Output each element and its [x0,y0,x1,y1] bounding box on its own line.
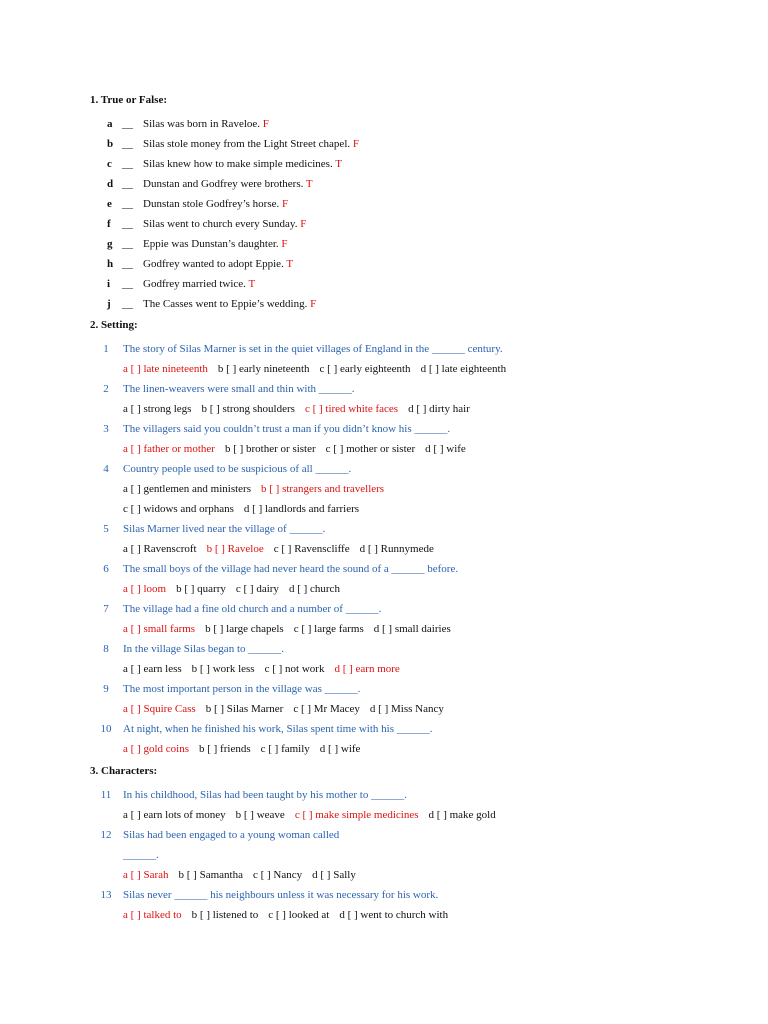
tf-letter: f [107,218,111,230]
question-number: 11 [100,789,112,801]
answer-option[interactable]: d [ ] Miss Nancy [369,703,444,715]
question-number: 1 [103,343,109,355]
options-row [123,443,476,455]
question-number: 2 [103,383,109,395]
question-text: The small boys of the village had never heard the sound of a ______ before. [123,563,459,575]
answer-option[interactable]: a [ ] Squire Cass [123,703,196,715]
answer-blank: __ [122,198,133,210]
tf-answer: F [282,198,289,210]
options-row [123,503,369,515]
question-text: The most important person in the village was ______. [123,683,361,695]
answer-option[interactable]: b [ ] Raveloe [206,543,264,555]
answer-option[interactable]: c [ ] Mr Macey [293,703,360,715]
options-row [123,909,458,921]
answer-option[interactable]: d [ ] small dairies [373,623,451,635]
section-title-true-false: 1. True or False: [90,94,167,106]
answer-option[interactable]: d [ ] Runnymede [359,543,434,555]
options-row [123,363,516,375]
answer-option[interactable]: c [ ] Ravenscliffe [273,543,350,555]
question-number: 3 [103,423,109,435]
question-text: In his childhood, Silas had been taught by his mother to ______. [123,789,407,801]
answer-option[interactable]: a [ ] talked to [123,909,182,921]
answer-blank: __ [122,298,133,310]
answer-option[interactable]: b [ ] brother or sister [224,443,316,455]
answer-option[interactable]: a [ ] Sarah [123,869,169,881]
answer-option[interactable]: d [ ] late eighteenth [420,363,507,375]
tf-letter: g [107,238,113,250]
answer-option[interactable]: a [ ] gold coins [123,743,189,755]
answer-option[interactable]: a [ ] strong legs [123,403,192,415]
question-text: The villagers said you couldn’t trust a man if you didn’t know his ______. [123,423,451,435]
answer-option[interactable]: d [ ] Sally [312,869,356,881]
answer-option[interactable]: c [ ] make simple medicines [294,809,419,821]
question-number: 12 [100,829,112,841]
answer-blank: __ [122,158,133,170]
tf-letter: c [107,158,112,170]
answer-option[interactable]: d [ ] church [288,583,340,595]
options-row [123,403,480,415]
answer-option[interactable]: b [ ] quarry [176,583,226,595]
tf-letter: a [107,118,113,130]
tf-letter: i [107,278,111,290]
tf-statement: Silas went to church every Sunday. F [143,218,307,230]
answer-option[interactable]: a [ ] loom [123,583,167,595]
answer-option[interactable]: c [ ] widows and orphans [123,503,234,515]
tf-letter: e [107,198,112,210]
options-row [123,743,370,755]
question-text: ______. [123,849,159,861]
answer-option[interactable]: b [ ] strangers and travellers [261,483,385,495]
tf-answer: T [248,278,256,290]
answer-option[interactable]: d [ ] went to church with [339,909,449,921]
answer-option[interactable]: b [ ] strong shoulders [201,403,295,415]
question-text: Country people used to be suspicious of all ______. [123,463,352,475]
answer-option[interactable]: a [ ] earn lots of money [123,809,226,821]
answer-blank: __ [122,118,133,130]
tf-answer: F [262,118,269,130]
answer-option[interactable]: a [ ] earn less [123,663,182,675]
tf-statement: Eppie was Dunstan’s daughter. F [143,238,288,250]
question-number: 7 [103,603,109,615]
answer-option[interactable]: a [ ] gentlemen and ministers [123,483,251,495]
tf-statement: Silas was born in Raveloe. F [143,118,269,130]
answer-option[interactable]: c [ ] tired white faces [304,403,399,415]
answer-option[interactable]: a [ ] father or mother [123,443,215,455]
answer-option[interactable]: c [ ] family [260,743,310,755]
tf-answer: T [305,178,313,190]
tf-letter: b [107,138,114,150]
tf-statement: Dunstan and Godfrey were brothers. T [143,178,313,190]
question-text: The village had a fine old church and a number of ______. [123,603,382,615]
options-row [123,583,350,595]
answer-option[interactable]: b [ ] Samantha [178,869,243,881]
answer-option[interactable]: d [ ] landlords and farriers [243,503,360,515]
answer-option[interactable]: c [ ] not work [264,663,325,675]
section-title-setting: 2. Setting: [90,319,138,331]
answer-blank: __ [122,138,133,150]
question-number: 13 [100,889,112,901]
tf-statement: The Casses went to Eppie’s wedding. F [143,298,317,310]
tf-statement: Silas stole money from the Light Street chapel. F [143,138,359,150]
options-row [123,703,454,715]
question-text: In the village Silas began to ______. [123,643,284,655]
answer-option[interactable]: c [ ] looked at [268,909,330,921]
options-row [123,623,461,635]
question-number: 6 [103,563,109,575]
section-title-characters: 3. Characters: [90,765,158,777]
answer-option[interactable]: b [ ] early nineteenth [217,363,310,375]
question-text: The linen-weavers were small and thin with ______. [123,383,355,395]
options-row [123,809,506,821]
answer-option[interactable]: c [ ] large farms [293,623,364,635]
answer-option[interactable]: d [ ] dirty hair [408,403,470,415]
answer-option[interactable]: b [ ] Silas Marner [205,703,284,715]
answer-option[interactable]: d [ ] wife [319,743,361,755]
answer-option[interactable]: c [ ] Nancy [252,869,303,881]
tf-answer: F [300,218,307,230]
tf-statement: Dunstan stole Godfrey’s horse. F [143,198,289,210]
answer-option[interactable]: d [ ] earn more [334,663,400,675]
answer-option[interactable]: b [ ] large chapels [205,623,284,635]
tf-letter: d [107,178,114,190]
answer-option[interactable]: b [ ] listened to [191,909,259,921]
answer-option[interactable]: d [ ] make gold [428,809,496,821]
question-text: Silas never ______ his neighbours unless it was necessary for his work. [123,889,439,901]
tf-answer: T [286,258,294,270]
options-row [123,543,444,555]
tf-letter: h [107,258,114,270]
question-number: 4 [103,463,109,475]
options-row [123,483,394,495]
answer-option[interactable]: b [ ] work less [191,663,255,675]
question-number: 8 [103,643,109,655]
question-text: Silas Marner lived near the village of ______. [123,523,326,535]
question-text: At night, when he finished his work, Silas spent time with his ______. [123,723,433,735]
answer-option[interactable]: a [ ] late nineteenth [123,363,208,375]
answer-option[interactable]: c [ ] mother or sister [325,443,416,455]
answer-option[interactable]: b [ ] weave [235,809,285,821]
question-text: The story of Silas Marner is set in the quiet villages of England in the ______ century. [123,343,503,355]
tf-statement: Silas knew how to make simple medicines. T [143,158,343,170]
question-number: 10 [100,723,112,735]
tf-answer: F [281,238,288,250]
answer-option[interactable]: c [ ] early eighteenth [319,363,411,375]
tf-answer: F [310,298,317,310]
tf-answer: F [352,138,359,150]
answer-blank: __ [122,278,133,290]
answer-option[interactable]: d [ ] wife [425,443,466,455]
answer-option[interactable]: a [ ] Ravenscroft [123,543,197,555]
answer-blank: __ [122,238,133,250]
tf-statement: Godfrey wanted to adopt Eppie. T [143,258,294,270]
answer-blank: __ [122,258,133,270]
question-number: 9 [103,683,109,695]
answer-blank: __ [122,178,133,190]
tf-answer: T [335,158,343,170]
options-row [123,663,410,675]
answer-option[interactable]: c [ ] dairy [235,583,279,595]
tf-letter: j [107,298,111,310]
answer-blank: __ [122,218,133,230]
options-row [123,869,366,881]
question-number: 5 [103,523,109,535]
answer-option[interactable]: a [ ] small farms [123,623,196,635]
question-text: Silas had been engaged to a young woman called [123,829,340,841]
tf-statement: Godfrey married twice. T [143,278,256,290]
answer-option[interactable]: b [ ] friends [198,743,251,755]
